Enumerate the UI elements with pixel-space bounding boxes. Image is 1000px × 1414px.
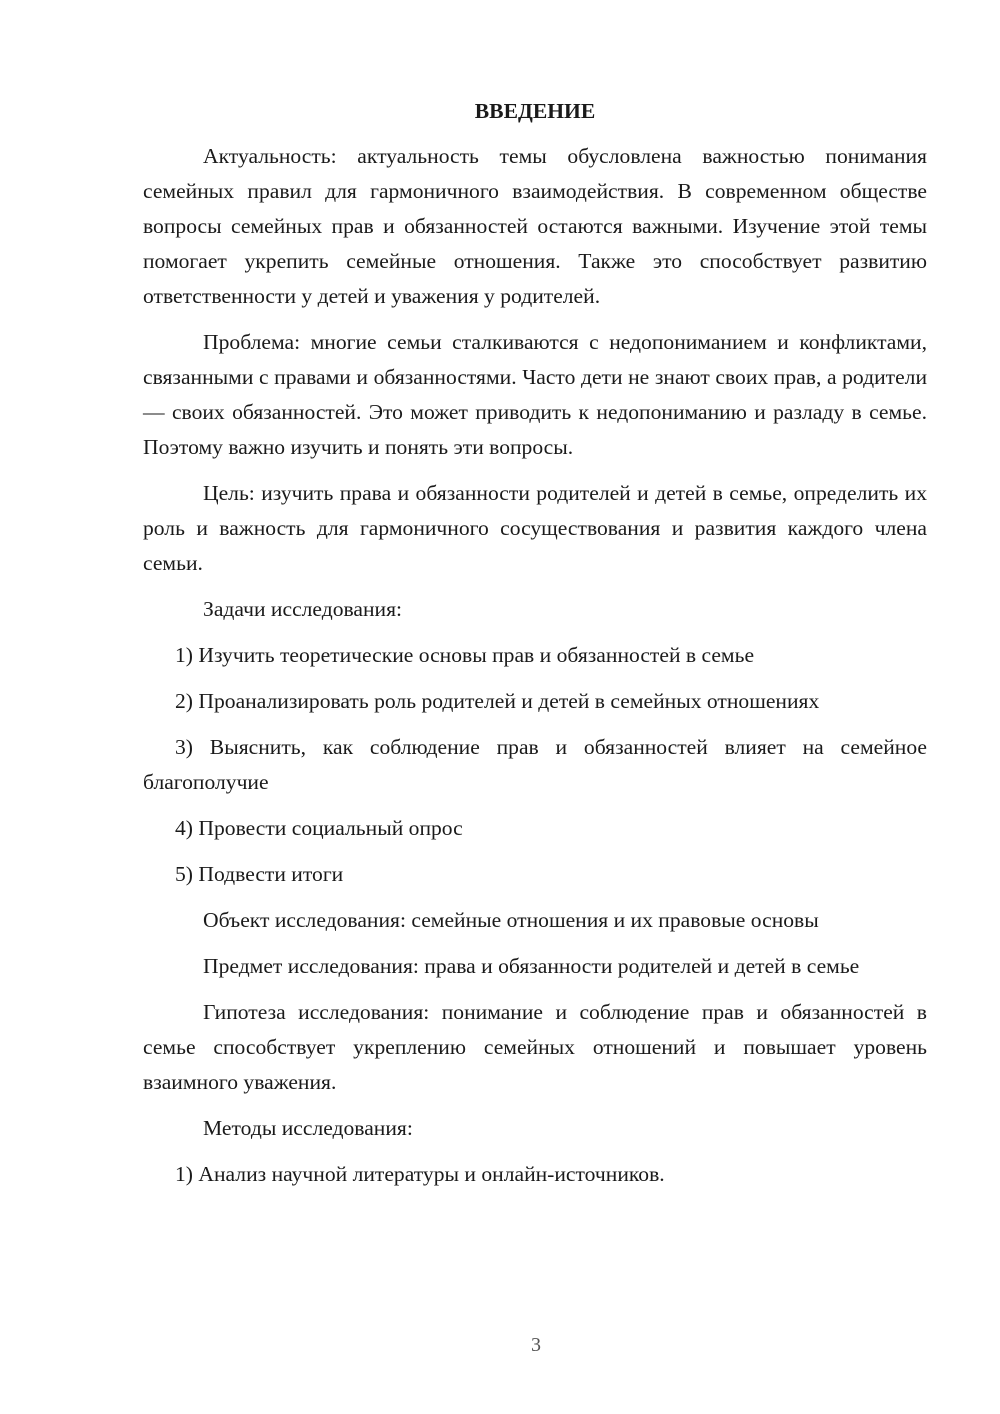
task-item-1: 1) Изучить теоретические основы прав и обязанностей в семье bbox=[175, 643, 755, 667]
page-content bbox=[143, 94, 927, 1203]
task-item-4: 4) Провести социальный опрос bbox=[175, 816, 463, 840]
methods-heading: Методы исследования: bbox=[203, 1116, 413, 1140]
section-title: ВВЕДЕНИЕ bbox=[474, 99, 596, 123]
subject-paragraph: Предмет исследования: права и обязанности родителей и детей в семье bbox=[203, 954, 860, 978]
method-item-1: 1) Анализ научной литературы и онлайн-источников. bbox=[175, 1162, 665, 1186]
problem-paragraph: Проблема: многие семьи сталкиваются с недопониманием и конфликтами, связанными с правами и обязанностями. Часто дети не знают своих прав, а родители — своих обязанностей. Это может приводить к недопониманию и разладу в семье. Поэтому важно изучить и понять эти вопросы. bbox=[143, 330, 927, 459]
tasks-heading: Задачи исследования: bbox=[203, 597, 403, 621]
task-item-5: 5) Подвести итоги bbox=[175, 862, 344, 886]
task-item-3: 3) Выяснить, как соблюдение прав и обязанностей влияет на семейное благополучие bbox=[143, 735, 927, 794]
task-item-2: 2) Проанализировать роль родителей и детей в семейных отношениях bbox=[175, 689, 820, 713]
hypothesis-paragraph: Гипотеза исследования: понимание и соблюдение прав и обязанностей в семье способствует укреплению семейных отношений и повышает уровень взаимного уважения. bbox=[143, 1000, 927, 1094]
relevance-paragraph: Актуальность: актуальность темы обусловлена важностью понимания семейных правил для гармоничного взаимодействия. В современном обществе вопросы семейных прав и обязанностей остаются важными. Изучение этой темы помогает укрепить семейные отношения. Также это способствует развитию ответственности у детей и уважения у родителей. bbox=[143, 144, 927, 308]
page-number: 3 bbox=[531, 1334, 541, 1356]
goal-paragraph: Цель: изучить права и обязанности родителей и детей в семье, определить их роль и важность для гармоничного сосуществования и развития каждого члена семьи. bbox=[143, 481, 927, 575]
object-paragraph: Объект исследования: семейные отношения и их правовые основы bbox=[203, 908, 819, 932]
